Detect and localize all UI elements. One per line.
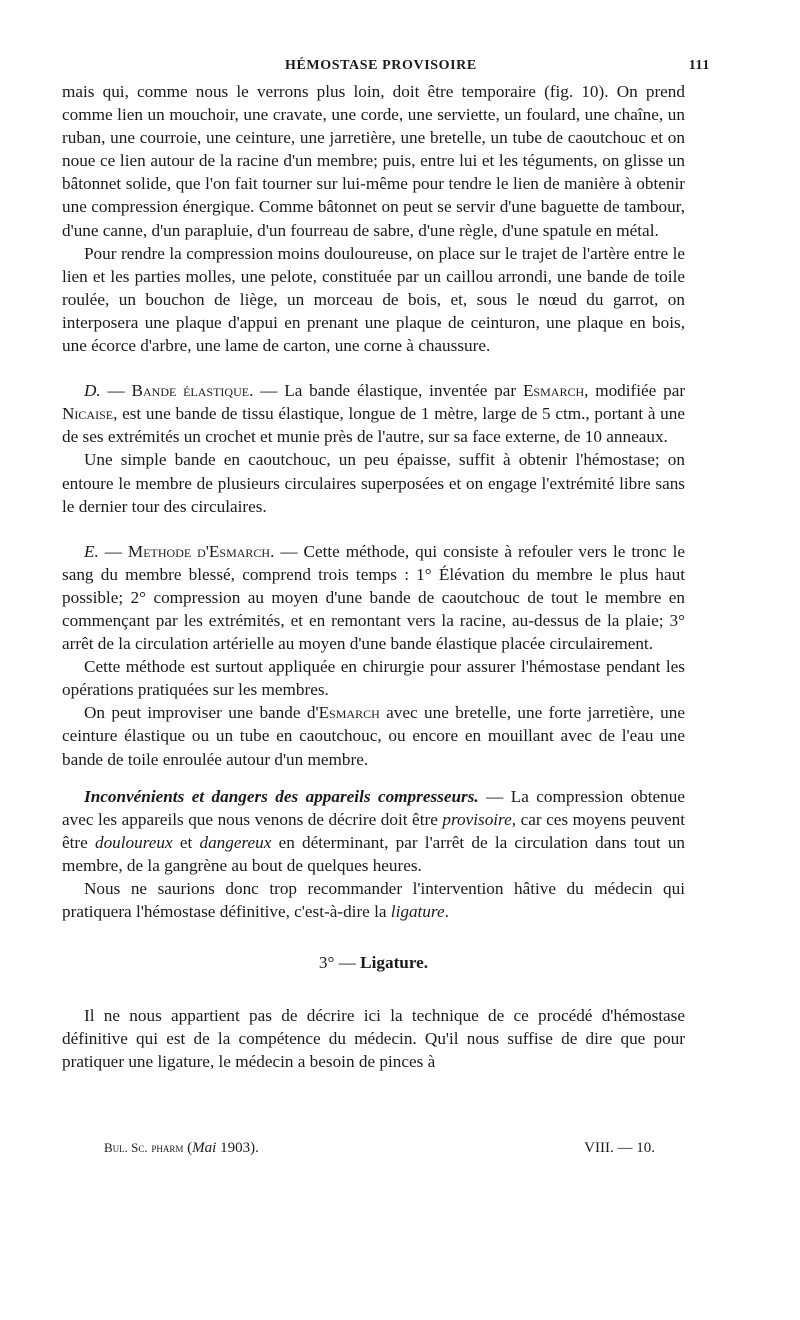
paragraph-dangers (62, 785, 685, 877)
term-dangereux: dangereux (199, 832, 272, 852)
dangers-text-d: en déterminant, par l'arrêt de la circulation dans tout un membre, de la gangrène au bout de quelques heures. (62, 832, 686, 875)
author-name-esmarch-2: Esmarch (318, 703, 380, 723)
improvise-text-b: avec une bretelle, une forte jarretière, une ceinture élastique ou un tube en caoutchouc, ou encore en mouillant avec de l'eau une bande de toile enroulée autour d'un membre. (62, 703, 685, 769)
paragraph-ligature-intro: Il ne nous appartient pas de décrire ici la technique de ce procédé d'hémostase définitive qui est de la compétence du médecin. Qu'il nous suffise de dire que pour pratiquer une ligature, le médecin a besoin de pinces à (62, 1006, 685, 1072)
section-label: Ligature. (360, 953, 429, 973)
paragraph-section-e (62, 540, 685, 655)
dangers-text-c: et (172, 832, 200, 852)
page-number: 111 (688, 58, 710, 73)
section-d-text-1: — La bande élastique, inventée par (260, 381, 517, 401)
author-name-esmarch: Esmarch (522, 381, 585, 401)
section-number: 3° (318, 953, 335, 973)
section-e-text: — Cette méthode, qui consiste à refouler vers le tronc le sang du membre blessé, comprend trois temps : 1° Élévation du membre le plus haut possible; 2° compression au moyen d'une bande de caoutchouc de tout le membre en commençant par les extrémités, et en remontant vers la racine, au-dessus de la plaie; 3° arrêt de la circulation artérielle au moyen d'une bande élastique placée circulairement. (62, 541, 686, 654)
dangers-text-b: , car ces moyens peuvent être (62, 809, 685, 852)
term-provisoire: provisoire (442, 809, 512, 829)
term-ligature: ligature (390, 902, 445, 922)
recommendation-text-b: . (444, 902, 449, 922)
footer-citation (104, 1140, 259, 1157)
footer-date-open: ( (187, 1140, 193, 1156)
improvise-text-a: On peut improviser une bande d' (84, 703, 319, 723)
section-heading-d: — Bande élastique. (107, 381, 254, 401)
section-letter-e: E. (84, 541, 99, 561)
author-name-nicaise: Nicaise (62, 404, 114, 424)
section-heading-ligature (62, 951, 685, 974)
page-footer (104, 1140, 655, 1157)
section-letter-d: D. (84, 381, 101, 401)
footer-year: 1903). (216, 1140, 259, 1156)
body-text (62, 80, 685, 1074)
paragraph-surgery-use: Cette méthode est surtout appliquée en chirurgie pour assurer l'hémostase pendant les opérations pratiquées sur les membres. (62, 657, 685, 700)
running-header (62, 56, 710, 80)
section-heading-e: — Methode d'Esmarch. (104, 541, 275, 561)
paragraph-section-d (62, 379, 685, 448)
paragraph-tourniquet-materials: mais qui, comme nous le verrons plus loin, doit être temporaire (fig. 10). On prend comme lien un mouchoir, une cravate, une corde, une serviette, un foulard, une chaîne, un ruban, une courroie, une ceinture, une jarretière, une bretelle, un tube de caoutchouc et on noue ce lien autour de la racine d'un membre; puis, entre lui et les téguments, on glisse un bâtonnet solide, que l'on fait tourner sur lui-même pour tendre le lien de manière à obtenir une compression énergique. Comme bâtonnet on peut se servir d'une baguette de tambour, d'une canne, d'un parapluie, d'un fourreau de sabre, d'une règle, d'une spatule en métal. (62, 82, 685, 240)
term-douloureux: douloureux (94, 832, 173, 852)
footer-pharm: pharm (151, 1140, 184, 1155)
footer-journal: Bul. Sc. (104, 1140, 148, 1155)
dangers-text-a: — La compression obtenue avec les appareils que nous venons de décrire doit être (62, 786, 685, 829)
section-d-text-3: , est une bande de tissu élastique, longue de 1 mètre, large de 5 ctm., portant à une de ses extrémités un crochet et munie près de l'autre, sur sa face externe, de 10 anneaux. (62, 404, 685, 447)
section-dash: — (334, 953, 361, 973)
paragraph-recommendation (62, 877, 685, 923)
footer-volume: VIII. — 10. (584, 1140, 655, 1156)
paragraph-pelote: Pour rendre la compression moins douloureuse, on place sur le trajet de l'artère entre le lien et les parties molles, une pelote, constituée par un caillou arrondi, une bande de toile roulée, un bouchon de liège, un morceau de bois, et, sous le nœud du garrot, on interposera une plaque d'appui en prenant une plaque de ceinturon, une plaque en bois, une écorce d'arbre, une lame de carton, une corne à chaussure. (62, 243, 685, 356)
paragraph-simple-band: Une simple bande en caoutchouc, un peu épaisse, suffit à obtenir l'hémostase; on entoure le membre de plusieurs circulaires superposées et on engage l'extrémité libre sans le dernier tour des circulaires. (62, 450, 685, 516)
section-d-text-2: , modifiée par (584, 381, 686, 401)
recommendation-text-a: Nous ne saurions donc trop recommander l'intervention hâtive du médecin qui pratiquera l'hémostase définitive, c'est-à-dire la (62, 879, 685, 922)
dangers-heading: Inconvénients et dangers des appareils compresseurs. (84, 786, 479, 806)
footer-month: Mai (192, 1140, 217, 1156)
paragraph-improvise (62, 701, 685, 770)
running-title: HÉMOSTASE PROVISOIRE (285, 58, 477, 73)
